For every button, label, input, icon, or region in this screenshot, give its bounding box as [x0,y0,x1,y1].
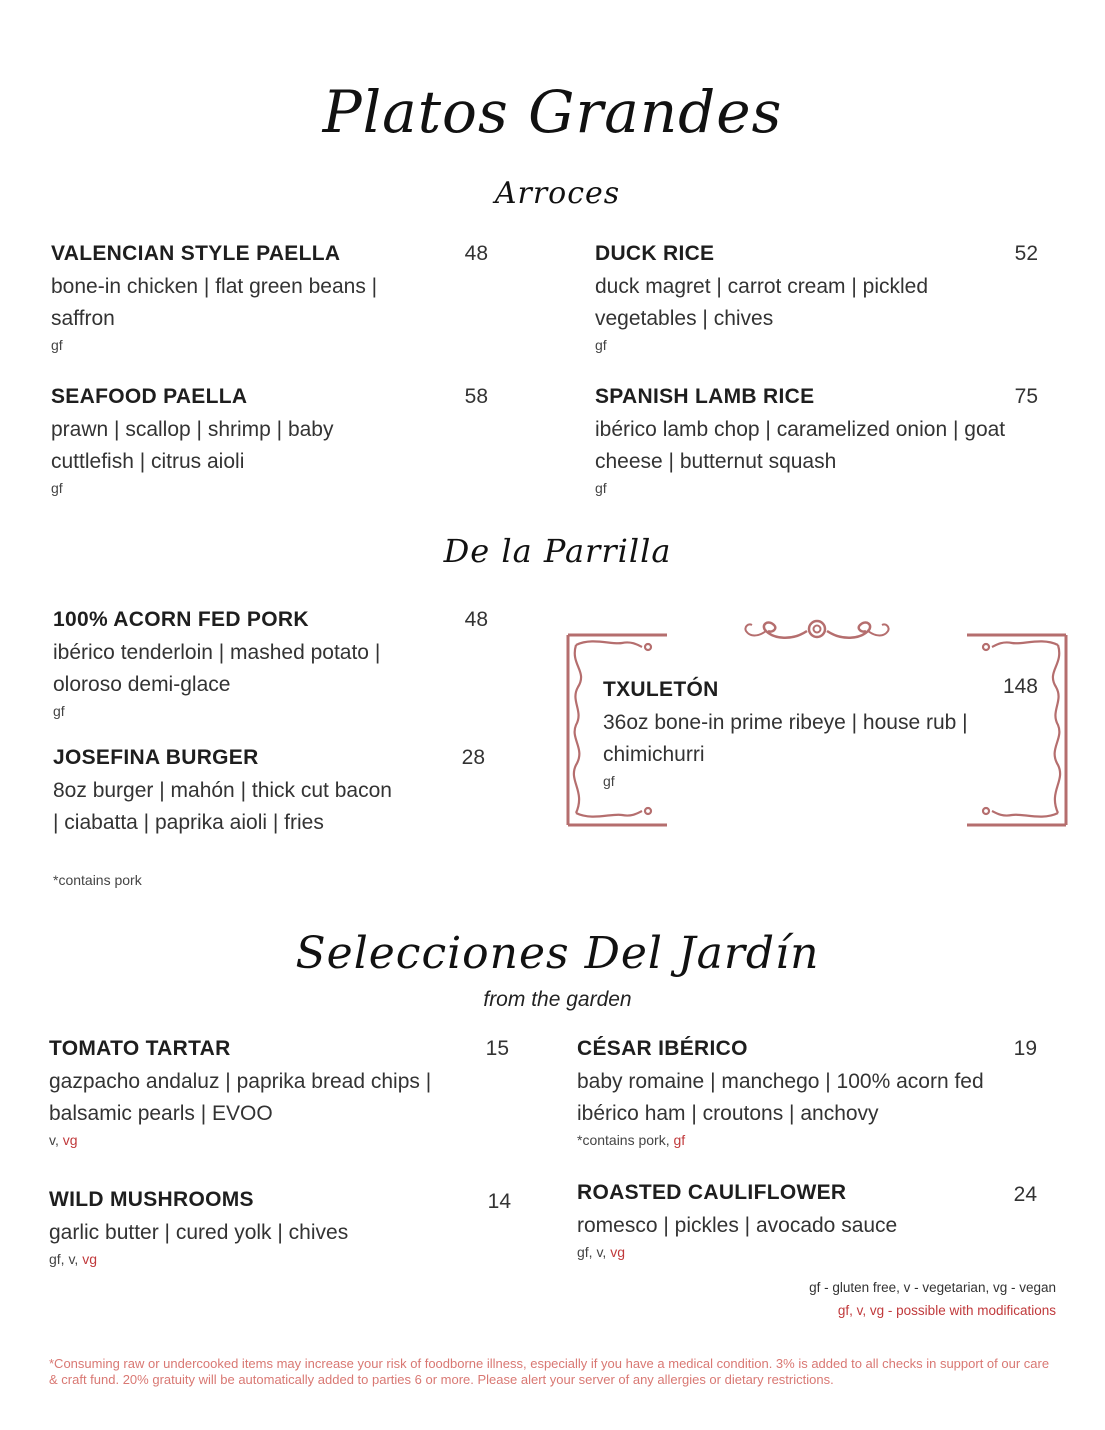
item-price: 75 [1014,385,1038,408]
rose-flourish-icon [745,621,888,638]
item-name: SEAFOOD PAELLA [51,385,248,408]
item-name: 100% ACORN FED PORK [53,608,309,631]
item-description: ibérico lamb chop | caramelized onion | goat cheese | butternut squash [595,418,1006,473]
disclaimer: *Consuming raw or undercooked items may increase your risk of foodborne illness, especially if you have a medical condition. 3% is added to all checks in support of our care & craft fund. 20% gratuity will be automatically added to parties 6 or more. Please alert your server of any allergies or dietary restrictions. [49,1356,1050,1387]
item-tags: gf [53,703,65,719]
item-price: 48 [464,608,488,631]
tags-text: *contains pork, [577,1132,674,1148]
item-tags: gf [595,337,607,353]
item-description: ibérico tenderloin | mashed potato | oloroso demi-glace [53,641,381,696]
item-description: 8oz burger | mahón | thick cut bacon | ciabatta | paprika aioli | fries [53,779,392,834]
tags-modifiable: vg [62,1132,78,1148]
tags-text: gf, v, [49,1251,83,1267]
section-heading-jardin: Selecciones Del Jardín [295,928,820,979]
item-description: garlic butter | cured yolk | chives [49,1221,349,1244]
item-name: WILD MUSHROOMS [49,1188,254,1211]
item-tags [49,1132,78,1148]
item-price: 19 [1013,1037,1037,1060]
item-description: duck magret | carrot cream | pickled vegetables | chives [595,275,929,330]
section-subheading: from the garden [483,988,632,1011]
tags-modifiable: gf [673,1132,686,1148]
item-description: bone-in chicken | flat green beans | saffron [51,275,378,330]
item-price: 52 [1014,242,1038,265]
tags-text: v, [49,1132,63,1148]
item-price: 48 [464,242,488,265]
item-description: romesco | pickles | avocado sauce [577,1214,898,1237]
item-tags: *contains pork [53,872,142,888]
item-price: 28 [461,746,485,769]
item-tags: gf [595,480,607,496]
item-name: ROASTED CAULIFLOWER [577,1181,847,1204]
item-name: SPANISH LAMB RICE [595,385,815,408]
item-tags: gf [603,773,615,789]
item-name: DUCK RICE [595,242,715,265]
item-price: 24 [1013,1183,1037,1206]
tags-modifiable: vg [610,1244,625,1260]
item-description: baby romaine | manchego | 100% acorn fed ibérico ham | croutons | anchovy [577,1070,984,1125]
item-name: TOMATO TARTAR [49,1037,231,1060]
menu-title: Platos Grandes [322,78,783,146]
item-tags [577,1132,685,1148]
item-tags: gf [51,337,63,353]
item-description: 36oz bone-in prime ribeye | house rub | chimichurri [603,711,968,766]
item-price: 148 [1002,675,1038,698]
item-price: 58 [464,385,488,408]
modification-legend: gf, v, vg - possible with modifications [837,1303,1056,1318]
dietary-legend: gf - gluten free, v - vegetarian, vg - vegan [809,1280,1056,1295]
item-name: JOSEFINA BURGER [53,746,259,769]
section-heading-arroces: Arroces [494,176,621,211]
item-name: VALENCIAN STYLE PAELLA [51,242,341,265]
tags-modifiable: vg [82,1251,97,1267]
item-tags [49,1251,97,1267]
item-price: 15 [485,1037,509,1060]
section-heading-parrilla: De la Parrilla [443,532,672,570]
item-description: prawn | scallop | shrimp | baby cuttlefish | citrus aioli [51,418,334,473]
item-name: TXULETÓN [603,678,719,701]
item-price: 14 [487,1190,511,1213]
item-description: gazpacho andaluz | paprika bread chips | balsamic pearls | EVOO [49,1070,432,1125]
item-name: CÉSAR IBÉRICO [577,1037,748,1060]
item-tags [577,1244,625,1260]
item-tags: gf [51,480,63,496]
tags-text: gf, v, [577,1244,611,1260]
